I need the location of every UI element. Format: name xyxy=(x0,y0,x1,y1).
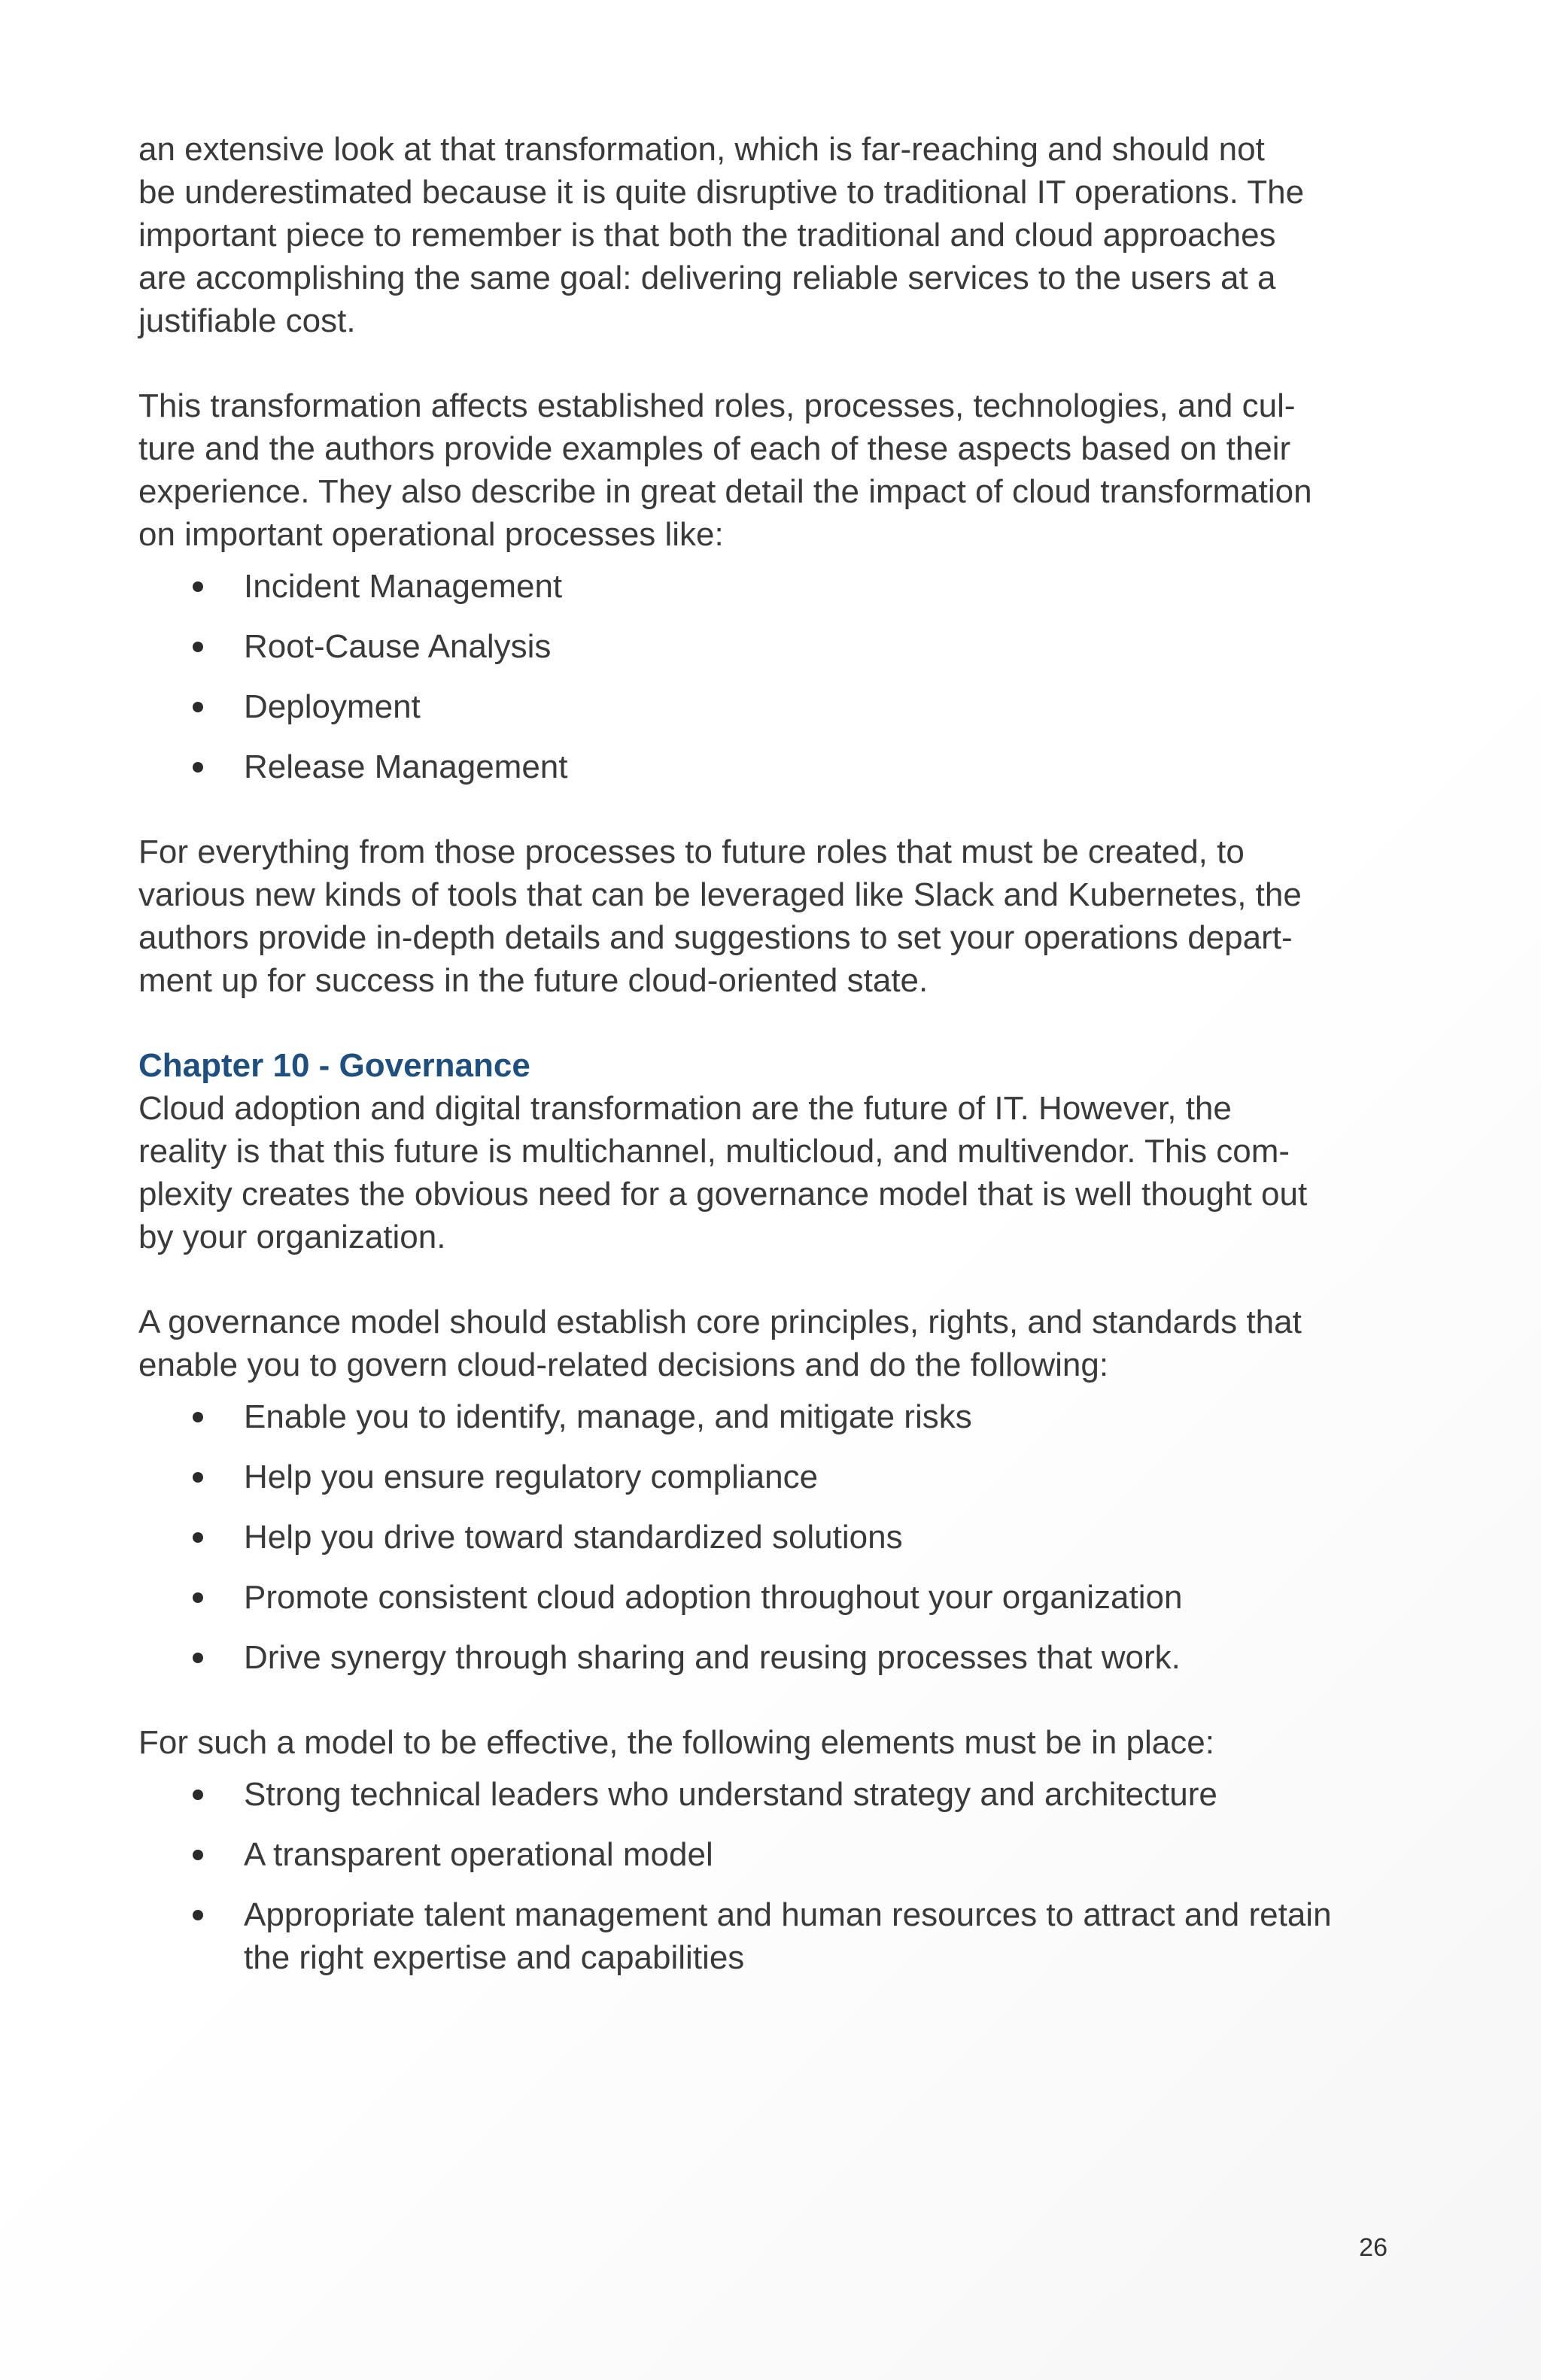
bullet-icon xyxy=(193,1592,203,1603)
bullet-icon xyxy=(193,581,203,592)
paragraph-governance-intro: Cloud adoption and digital transformation are the future of IT. However, the reality is that this future is multichannel, multicloud, and multivendor. This com- plexity creates the obvious need for a governance model that is well thought out by your organization. xyxy=(138,1090,1308,1255)
list-item xyxy=(138,1395,1403,1438)
list-item-text: Enable you to identify, manage, and mitigate risks xyxy=(244,1398,972,1435)
bullet-icon xyxy=(193,1653,203,1663)
bullet-icon xyxy=(193,642,203,652)
list-item xyxy=(138,625,1403,668)
bullet-icon xyxy=(193,762,203,773)
list-item xyxy=(138,1636,1403,1679)
page-content xyxy=(138,128,1403,1979)
governance-model-list xyxy=(138,1395,1403,1679)
list-item xyxy=(138,565,1403,608)
list-item-text: Deployment xyxy=(244,688,421,725)
list-item-text: Appropriate talent management and human resources to attract and retain the right expertise and capabilities xyxy=(244,1896,1332,1976)
list-item xyxy=(138,745,1403,788)
paragraph-governance-model: A governance model should establish core principles, rights, and standards that enable you to govern cloud-related decisions and do the following: xyxy=(138,1304,1302,1383)
list-item xyxy=(138,685,1403,728)
process-list xyxy=(138,565,1403,788)
list-item-text: Help you ensure regulatory compliance xyxy=(244,1459,819,1495)
chapter-heading: Chapter 10 - Governance xyxy=(138,1047,530,1084)
bullet-icon xyxy=(193,702,203,712)
list-item-text: Help you drive toward standardized solutions xyxy=(244,1519,903,1556)
list-item-text: Promote consistent cloud adoption throughout your organization xyxy=(244,1579,1183,1616)
paragraph-processes-summary: For everything from those processes to future roles that must be created, to various new kinds of tools that can be leveraged like Slack and Kubernetes, the authors provide in-depth details and suggestions to set your operations depart- ment up for success in the future cloud-oriented state. xyxy=(138,833,1302,999)
list-item-text: Strong technical leaders who understand strategy and architecture xyxy=(244,1776,1217,1813)
list-item xyxy=(138,1516,1403,1559)
list-item xyxy=(138,1773,1403,1816)
list-item xyxy=(138,1456,1403,1498)
paragraph-transformation-intro: an extensive look at that transformation, which is far-reaching and should not be underestimated because it is quite disruptive to traditional IT operations. The important piece to remember is that both the traditional and cloud approaches are accomplishing the same goal: delivering reliable services to the users at a justifiable cost. xyxy=(138,131,1305,339)
list-item-text: Drive synergy through sharing and reusing processes that work. xyxy=(244,1639,1181,1676)
list-item xyxy=(138,1893,1403,1979)
page-number: 26 xyxy=(1359,2233,1388,2262)
bullet-icon xyxy=(193,1790,203,1800)
bullet-icon xyxy=(193,1850,203,1860)
list-item xyxy=(138,1576,1403,1619)
bullet-icon xyxy=(193,1472,203,1483)
list-item-text: Root-Cause Analysis xyxy=(244,628,552,665)
list-item-text: Incident Management xyxy=(244,568,563,605)
list-item-text: Release Management xyxy=(244,748,568,785)
list-item-text: A transparent operational model xyxy=(244,1836,713,1873)
paragraph-elements-intro: For such a model to be effective, the following elements must be in place: xyxy=(138,1724,1214,1761)
bullet-icon xyxy=(193,1532,203,1543)
governance-elements-list xyxy=(138,1773,1403,1979)
paragraph-transformation-effects: This transformation affects established roles, processes, technologies, and cul- ture and the authors provide examples of each of these aspects based on their experience. They also describe in great detail the impact of cloud transformation on important operational processes like: xyxy=(138,387,1312,553)
bullet-icon xyxy=(193,1412,203,1422)
list-item xyxy=(138,1833,1403,1876)
bullet-icon xyxy=(193,1910,203,1920)
